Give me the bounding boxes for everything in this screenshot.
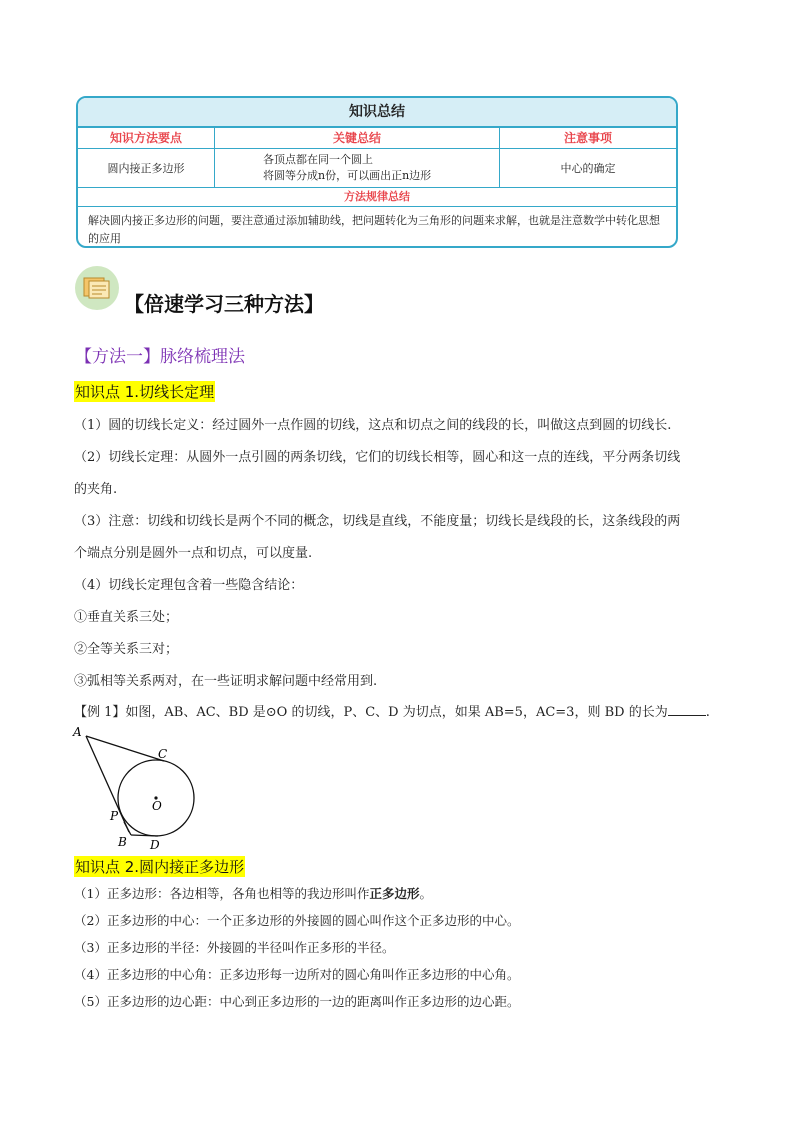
- col-header-key: 关键总结: [215, 128, 500, 148]
- method-one-title: 【方法一】脉络梳理法: [75, 347, 245, 367]
- kp2-line-4: （4）正多边形的中心角：正多边形每一边所对的圆心角叫作正多边形的中心角。: [74, 967, 520, 982]
- kp1-line-2: （2）切线长定理：从圆外一点引圆的两条切线，它们的切线长相等，圆心和这一点的连线，平分两条切线: [74, 450, 681, 465]
- kp1-line-1: （1）圆的切线长定义：经过圆外一点作圆的切线，这点和切点之间的线段的长，叫做这点到圆的切线长.: [74, 418, 672, 433]
- kp1-line-4: （3）注意：切线和切线长是两个不同的概念，切线是直线，不能度量；切线长是线段的长，这条线段的两: [74, 514, 681, 529]
- kp2-line-1-suffix: 。: [419, 886, 432, 901]
- method-summary-text: 解决圆内接正多边形的问题，要注意通过添加辅助线，把问题转化为三角形的问题来求解，也就是注意数学中转化思想的应用: [88, 214, 660, 245]
- kp1-line-5: 个端点分别是圆外一点和切点，可以度量.: [74, 546, 313, 561]
- summary-point: 圆内接正多边形: [78, 149, 215, 187]
- knowledge-point-1-title: 知识点 1.切线长定理: [75, 383, 215, 401]
- label-b: B: [118, 835, 127, 849]
- summary-column-headers: [78, 128, 676, 149]
- label-c: C: [158, 747, 168, 761]
- tangent-ab: [86, 736, 129, 832]
- label-d: D: [150, 838, 160, 852]
- kp2-line-2: （2）正多边形的中心：一个正多边形的外接圆的圆心叫作这个正多边形的中心。: [74, 913, 520, 928]
- label-a: A: [73, 725, 82, 739]
- summary-key-lines: [215, 149, 500, 187]
- kp1-line-8: ②全等关系三对；: [74, 642, 179, 657]
- example-1-end: .: [705, 705, 710, 720]
- example-1: [74, 701, 710, 720]
- col-header-point: 知识方法要点: [78, 128, 215, 148]
- summary-key-line-2: 将圆等分成n份，可以画出正n边形: [263, 169, 432, 182]
- kp1-line-6: （4）切线长定理包含着一些隐含结论：: [74, 578, 304, 593]
- label-p: P: [110, 809, 119, 823]
- kp2-line-5: （5）正多边形的边心距：中心到正多边形的一边的距离叫作正多边形的边心距。: [74, 994, 520, 1009]
- section-title: 【倍速学习三种方法】: [124, 292, 324, 316]
- kp1-line-9: ③弧相等关系两对，在一些证明求解问题中经常用到.: [74, 674, 378, 689]
- tangent-bd: [131, 835, 158, 836]
- kp2-line-3: （3）正多边形的半径：外接圆的半径叫作正多形的半径。: [74, 940, 395, 955]
- summary-row: [78, 149, 676, 188]
- summary-note: 中心的确定: [560, 162, 616, 175]
- tangent-circle-figure: [68, 722, 228, 852]
- kp2-line-1-bold: 正多边形: [369, 886, 420, 901]
- kp1-line-7: ①垂直关系三处；: [74, 610, 179, 625]
- summary-title: 知识总结: [78, 98, 676, 128]
- kp1-line-3: 的夹角.: [74, 482, 118, 497]
- label-o: O: [152, 799, 162, 813]
- answer-blank: [668, 703, 706, 716]
- kp2-line-1: [74, 884, 432, 902]
- method-summary-head: 方法规律总结: [78, 188, 676, 207]
- notebook-icon: [75, 266, 119, 310]
- knowledge-summary-box: [76, 96, 678, 248]
- kp2-line-1-prefix: （1）正多边形：各边相等，各角也相等的我边形叫作: [74, 886, 370, 901]
- tangent-ac: [86, 736, 164, 761]
- col-header-note: 注意事项: [563, 131, 612, 145]
- knowledge-point-2-title: 知识点 2.圆内接正多边形: [75, 858, 245, 876]
- summary-key-line-1: 各顶点都在同一个圆上: [263, 153, 373, 166]
- example-1-text: 【例 1】如图，AB、AC、BD 是⊙O 的切线，P、C、D 为切点，如果 AB=5，AC=3，则 BD 的长为: [74, 705, 668, 720]
